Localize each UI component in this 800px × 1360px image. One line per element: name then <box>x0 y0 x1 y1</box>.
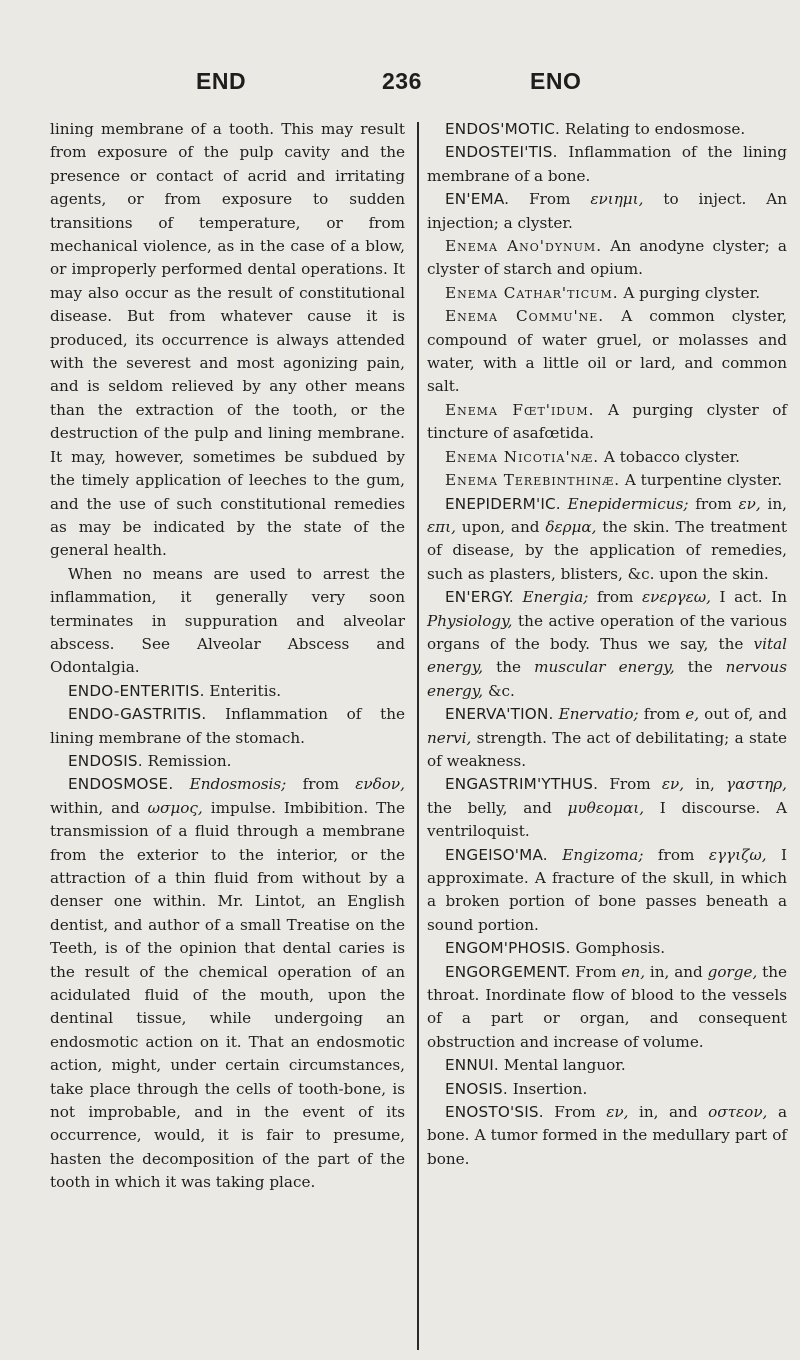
latin-form: Enervatio; <box>558 705 639 724</box>
latin-word: e, <box>685 705 700 724</box>
entry-engomphosis <box>427 937 787 960</box>
entry-term: ENDOSTEI'TIS. <box>445 143 558 162</box>
entry-enema-foetidum <box>427 399 787 446</box>
etymology-from: From <box>509 190 591 209</box>
greek-word: ενιημι, <box>590 190 644 209</box>
entry-term: EN'EMA. <box>445 190 510 209</box>
latin-form: Endosmosis; <box>189 775 287 794</box>
entry-definition: the skin. The treatment of disease, by the application of remedies, such as plasters, blisters, &c. upon the skin. <box>427 517 787 583</box>
gloss: out of, and <box>699 705 787 724</box>
greek-word: εγγιζω, <box>708 845 767 864</box>
entry-definition: Insertion. <box>507 1079 588 1098</box>
entry-ennui <box>427 1054 787 1077</box>
latin-word: nervi, <box>427 728 472 747</box>
entry-definition: to inject. An injection; a clyster. <box>427 190 787 232</box>
entry-term: ENGEISO'MA. <box>445 845 548 864</box>
entry-endosteitis <box>427 141 787 188</box>
entry-enema <box>427 188 787 235</box>
gloss: I act. In <box>710 588 787 607</box>
entry-term: ENDOSMOSE. <box>68 775 174 794</box>
gloss: &c. <box>483 681 515 700</box>
greek-word: εν, <box>606 1103 629 1122</box>
entry-definition: A purging clyster. <box>618 283 761 302</box>
greek-word: εν, <box>738 494 761 513</box>
etymology-from: from <box>638 705 686 724</box>
entry-engeisoma <box>427 844 787 938</box>
gloss: the <box>483 658 535 677</box>
entry-enema-catharticum <box>427 282 787 305</box>
entry-definition: A purging clyster of tincture of asafœtida. <box>427 400 787 443</box>
entry-term: EN'ERGY. <box>445 588 514 607</box>
entry-definition: I discourse. A ventriloquist. <box>427 798 787 841</box>
entry-enema-terebinthinae <box>427 469 787 492</box>
greek-word: ενεργεω, <box>642 588 711 607</box>
entry-definition: Gomphosis. <box>570 939 666 958</box>
greek-word: μυθεομαι, <box>567 798 645 817</box>
entry-definition: A tobacco clyster. <box>599 447 740 466</box>
gloss: in, and <box>628 1103 709 1122</box>
continued-entry-text <box>50 118 405 563</box>
latin-form: Engizoma; <box>562 845 644 864</box>
entry-enepidermic <box>427 493 787 587</box>
gloss: within, and <box>50 798 148 817</box>
gloss: upon, and <box>455 517 546 536</box>
entry-term: ENOSIS. <box>445 1079 508 1098</box>
entry-endo-gastritis <box>50 703 405 750</box>
entry-engorgement <box>427 961 787 1055</box>
entry-definition: Enteritis. <box>204 681 282 700</box>
entry-definition: A common clyster, compound of water gruel, or molasses and water, with a little oil or lard, and common salt. <box>427 307 788 396</box>
entry-term: Enema Terebinthinæ. <box>445 471 621 490</box>
entry-term: ENDO-ENTERITIS. <box>68 681 205 700</box>
etymology-from: From <box>570 962 622 981</box>
entry-enosis <box>427 1078 787 1101</box>
entry-term: Enema Cathar'ticum. <box>445 283 619 302</box>
greek-word: γαστηρ, <box>726 775 788 794</box>
left-column <box>50 118 405 1195</box>
paragraph <box>50 563 405 680</box>
paragraph-text: When no means are used to arrest the inflammation, it generally very soon terminates in suppuration and alveolar abscess. See Alveolar Abscess and Odontalgia. <box>50 564 405 677</box>
entry-term: ENGOM'PHOSIS. <box>445 939 571 958</box>
gloss: in, <box>760 494 787 513</box>
entry-enostosis <box>427 1101 787 1171</box>
entry-definition: strength. The act of debilitating; a state of weakness. <box>427 728 787 770</box>
entry-term: ENDOS'MOTIC. <box>445 120 561 138</box>
greek-word: δερμα, <box>545 517 597 536</box>
entry-term: ENERVA'TION. <box>445 705 554 724</box>
header-left-guideword: END <box>196 68 247 94</box>
etymology-from: from <box>643 845 709 864</box>
page-number: 236 <box>382 68 422 94</box>
running-header <box>0 68 800 102</box>
entry-definition: the throat. Inordinate flow of blood to the vessels of a part or organ, and consequent obstruction and increase of volume. <box>427 962 788 1051</box>
etymology-from: from <box>688 494 739 513</box>
etymology-from: from <box>286 775 356 794</box>
entry-endosmotic <box>427 118 787 141</box>
latin-word: gorge, <box>707 962 758 981</box>
entry-endosmose <box>50 773 405 1194</box>
etymology-from: from <box>588 588 643 607</box>
entry-enema-commune <box>427 305 787 399</box>
entry-term: Enema Ano'dynum. <box>445 237 603 256</box>
gloss: in, <box>684 775 727 794</box>
greek-word: ωσμος, <box>147 798 203 817</box>
italic-term: Physiology, <box>427 611 513 630</box>
greek-word: εν, <box>661 775 685 794</box>
entry-term: ENEPIDERM'IC. <box>445 494 561 513</box>
entry-endosis <box>50 750 405 773</box>
entry-term: ENNUI. <box>445 1056 499 1075</box>
italic-term: vital energy, <box>427 634 787 677</box>
italic-term: muscular energy, <box>534 658 675 677</box>
greek-word: επι, <box>427 517 456 536</box>
entry-definition: I approximate. A fracture of the skull, in which a broken portion of bone passes beneath a sound portion. <box>427 845 787 934</box>
entry-term: ENGASTRIM'YTHUS. <box>445 775 599 794</box>
entry-energy <box>427 586 787 703</box>
gloss: in, and <box>645 962 708 981</box>
entry-term: ENGORGEMENT. <box>445 962 571 981</box>
entry-definition: An anodyne clyster; a clyster of starch and opium. <box>427 237 787 279</box>
entry-definition: Inflammation of the lining membrane of a bone. <box>427 143 787 185</box>
entry-enema-nicotianae <box>427 446 787 469</box>
entry-enervation <box>427 703 787 773</box>
latin-form: Energia; <box>522 588 589 607</box>
entry-definition: Inflammation of the lining membrane of the stomach. <box>50 705 405 747</box>
entry-endo-enteritis <box>50 680 405 703</box>
entry-engastrimythus <box>427 773 787 843</box>
etymology-from: From <box>543 1103 607 1122</box>
entry-term: ENDO-GASTRITIS. <box>68 705 207 724</box>
etymology-from: From <box>598 775 662 794</box>
greek-word: οστεον, <box>708 1103 768 1122</box>
entry-term: ENOSTO'SIS. <box>445 1103 544 1122</box>
entry-term: ENDOSIS. <box>68 751 143 770</box>
entry-term: Enema Commu'ne. <box>445 307 605 326</box>
entry-definition: Mental languor. <box>498 1056 626 1075</box>
entry-term: Enema Nicotia'næ. <box>445 447 600 466</box>
entry-enema-anodynum <box>427 235 787 282</box>
entry-definition: a bone. A tumor formed in the medullary part of bone. <box>427 1103 787 1168</box>
entry-definition: Relating to endosmose. <box>560 120 746 138</box>
gloss: the <box>674 658 726 677</box>
latin-word: en, <box>621 962 646 981</box>
greek-word: ενδον, <box>355 775 405 794</box>
column-divider <box>417 122 419 1350</box>
continuation-text: lining membrane of a tooth. This may result from exposure of the pulp cavity and the presence or contact of acrid and irritating agents, or from exposure to sudden transitions of temperature, or from mechanical violence, as in the case of a blow, or improperly performed dental operations. It may also occur as the result of constitutional disease. But from whatever cause it is produced, its occurrence is always attended with the severest and most agonizing pain, and is seldom relieved by any other means than the extraction of the tooth, or the destruction of the pulp and lining membrane. It may, however, sometimes be subdued by the timely application of leeches to the gum, and the use of such constitutional remedies as may be indicated by the state of the general health. <box>50 120 405 560</box>
italic-term: nervous energy, <box>427 658 787 700</box>
entry-definition: the active operation of the various organs of the body. Thus we say, the <box>427 611 787 653</box>
gloss: the belly, and <box>427 798 568 817</box>
entry-definition: impulse. Imbibition. The transmission of a fluid through a membrane from the exterior to the interior, or the attraction of a thin fluid from without by a denser one within. Mr. Lintot, an English dentist, and author of a small Treatise on the Teeth, is of the opinion that dental caries is the result of the chemical operation of an acidulated fluid of the mouth, upon the dentinal tissue, while undergoing an endosmotic action on it. That an endosmotic action, might, under certain circumstances, take place through the cells of tooth-bone, is not improbable, and in the event of its occurrence, would, it is fair to presume, hasten the decomposition of the part of the tooth in which it was taking place. <box>50 798 405 1192</box>
entry-term: Enema Fœt'idum. <box>445 400 595 419</box>
entry-definition: A turpentine clyster. <box>620 471 783 490</box>
header-right-guideword: ENO <box>530 68 582 94</box>
right-column <box>427 118 787 1171</box>
latin-form: Enepidermicus; <box>567 494 689 513</box>
entry-definition: Remission. <box>142 751 232 770</box>
